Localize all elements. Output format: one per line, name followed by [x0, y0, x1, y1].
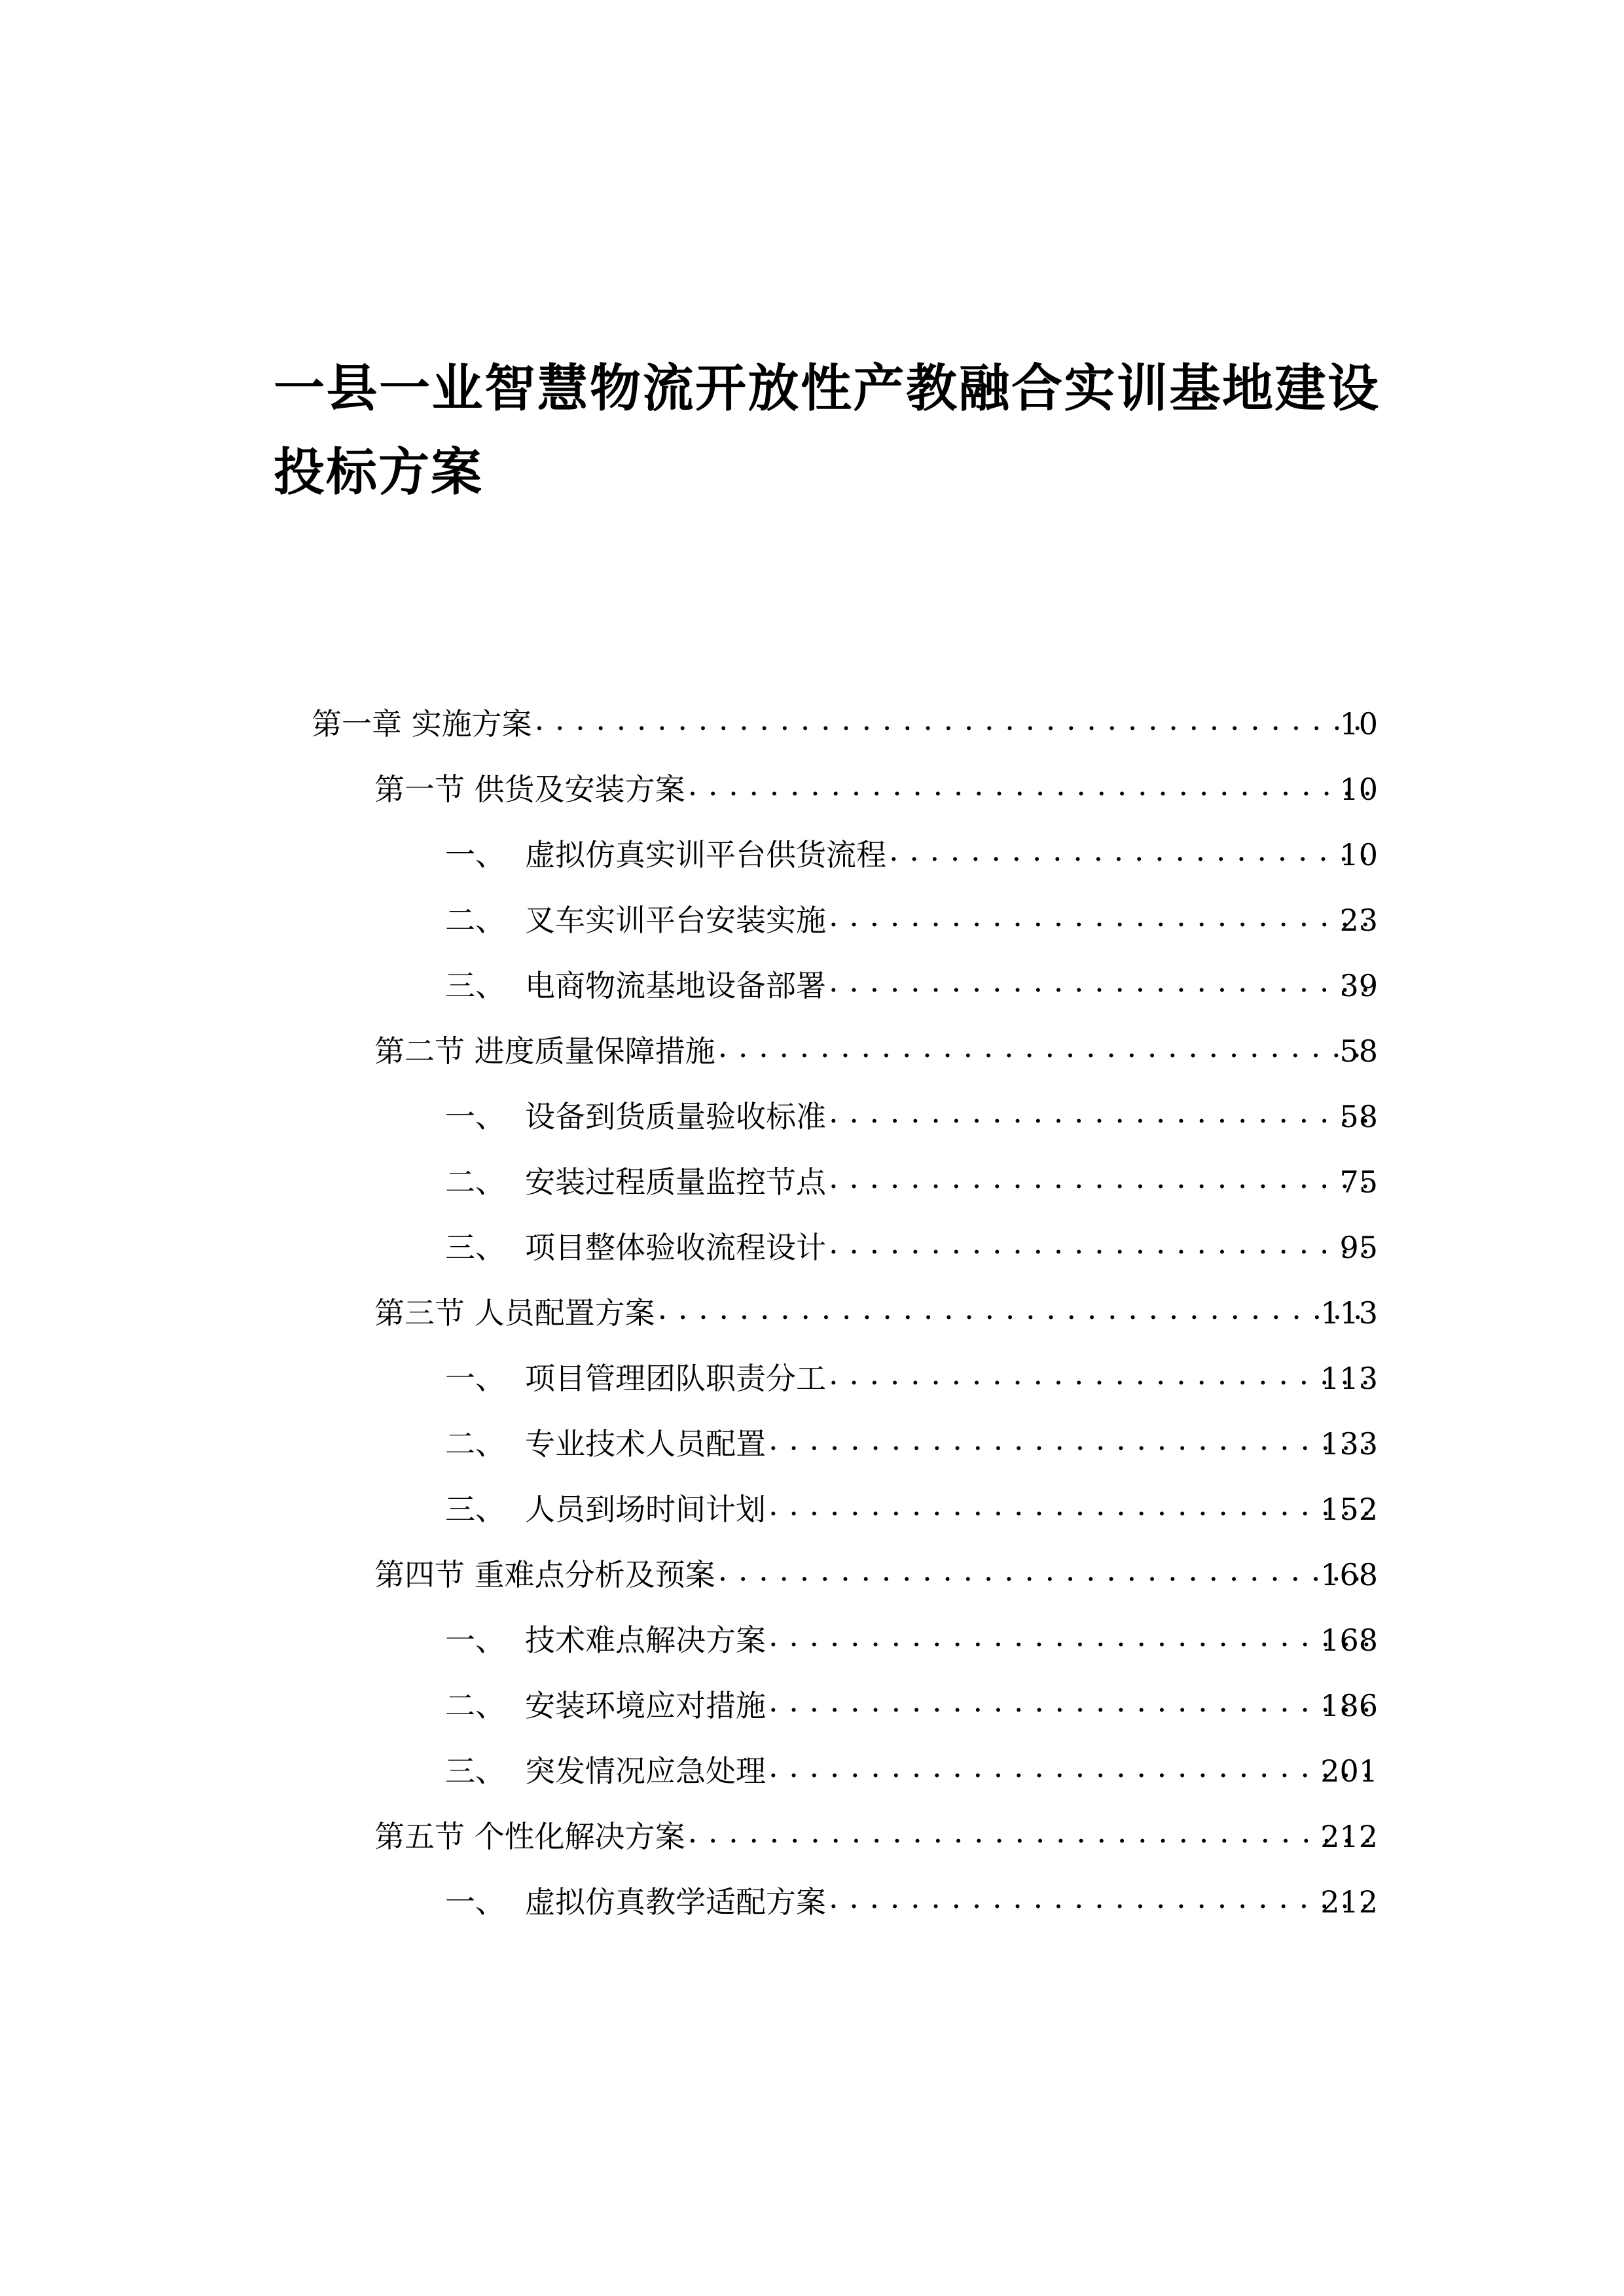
toc-entry[interactable] — [0, 757, 1624, 822]
document-title: 一县一业智慧物流开放性产教融合实训基地建设投标方案 — [274, 359, 1380, 503]
toc-entry[interactable] — [0, 1542, 1624, 1607]
toc-entry-label: 设备到货质量验收标准 — [525, 1099, 826, 1134]
toc-entry-number: 三、 — [445, 1753, 505, 1789]
toc-entry[interactable] — [0, 1607, 1624, 1673]
toc-entry-page-number: 10 — [1339, 772, 1378, 807]
toc-entry-label: 项目管理团队职责分工 — [525, 1361, 826, 1396]
toc-entry[interactable] — [0, 1215, 1624, 1280]
toc-entry[interactable] — [0, 888, 1624, 953]
toc-dot-leader — [688, 1817, 1374, 1847]
toc-entry[interactable] — [0, 1869, 1624, 1935]
toc-entry[interactable] — [0, 1280, 1624, 1346]
toc-entry-label: 技术难点解决方案 — [525, 1623, 766, 1658]
toc-dot-leader — [718, 1555, 1374, 1585]
toc-entry-label: 人员到场时间计划 — [525, 1492, 766, 1527]
toc-entry-number: 三、 — [445, 968, 505, 1003]
toc-entry-label: 安装环境应对措施 — [525, 1688, 766, 1723]
toc-entry-page-number: 75 — [1339, 1164, 1378, 1200]
toc-entry[interactable] — [0, 1673, 1624, 1738]
toc-entry-page-number: 95 — [1339, 1230, 1378, 1265]
toc-entry[interactable] — [0, 1411, 1624, 1477]
toc-entry-number: 一、 — [445, 837, 505, 872]
toc-entry-page-number: 58 — [1339, 1033, 1378, 1069]
toc-entry-label: 第三节 人员配置方案 — [374, 1295, 655, 1331]
toc-entry-page-number: 152 — [1320, 1492, 1378, 1527]
toc-entry[interactable] — [0, 1477, 1624, 1542]
toc-entry-label: 第五节 个性化解决方案 — [374, 1819, 685, 1854]
toc-entry[interactable] — [0, 1738, 1624, 1804]
toc-entry-number: 一、 — [445, 1361, 505, 1396]
toc-entry-label: 项目整体验收流程设计 — [525, 1230, 826, 1265]
toc-entry-number: 三、 — [445, 1230, 505, 1265]
toc-entry[interactable] — [0, 1084, 1624, 1149]
toc-entry-page-number: 133 — [1320, 1426, 1378, 1462]
toc-entry-label: 突发情况应急处理 — [525, 1753, 766, 1789]
toc-entry[interactable] — [0, 1149, 1624, 1215]
toc-entry-page-number: 168 — [1320, 1557, 1378, 1592]
toc-entry-label: 第一章 实施方案 — [312, 706, 532, 742]
toc-entry-page-number: 23 — [1339, 903, 1378, 938]
toc-entry-label: 第四节 重难点分析及预案 — [374, 1557, 715, 1592]
toc-entry-number: 二、 — [445, 1688, 505, 1723]
toc-dot-leader — [688, 770, 1374, 800]
table-of-contents — [0, 691, 1624, 1935]
toc-entry-number: 三、 — [445, 1492, 505, 1527]
toc-entry-number: 一、 — [445, 1623, 505, 1658]
toc-entry[interactable] — [0, 1346, 1624, 1411]
toc-entry-page-number: 39 — [1339, 968, 1378, 1003]
toc-entry-page-number: 168 — [1320, 1623, 1378, 1658]
toc-dot-leader — [535, 704, 1374, 734]
toc-entry[interactable] — [0, 691, 1624, 757]
toc-entry-label: 虚拟仿真教学适配方案 — [525, 1884, 826, 1920]
toc-entry[interactable] — [0, 953, 1624, 1018]
toc-dot-leader — [718, 1031, 1374, 1062]
toc-entry-page-number: 212 — [1320, 1884, 1378, 1920]
toc-entry-number: 二、 — [445, 1164, 505, 1200]
toc-entry-label: 第二节 进度质量保障措施 — [374, 1033, 715, 1069]
toc-entry-page-number: 201 — [1320, 1753, 1378, 1789]
toc-entry-page-number: 212 — [1320, 1819, 1378, 1854]
toc-dot-leader — [658, 1293, 1374, 1323]
toc-entry-page-number: 113 — [1320, 1295, 1378, 1331]
toc-entry-page-number: 186 — [1320, 1688, 1378, 1723]
toc-entry-page-number: 10 — [1339, 706, 1378, 742]
toc-entry-label: 虚拟仿真实训平台供货流程 — [525, 837, 886, 872]
toc-entry-page-number: 113 — [1320, 1361, 1378, 1396]
toc-entry[interactable] — [0, 822, 1624, 888]
toc-entry-label: 安装过程质量监控节点 — [525, 1164, 826, 1200]
toc-entry-label: 电商物流基地设备部署 — [525, 968, 826, 1003]
toc-entry-label: 叉车实训平台安装实施 — [525, 903, 826, 938]
toc-entry-number: 二、 — [445, 1426, 505, 1462]
toc-entry-number: 二、 — [445, 903, 505, 938]
toc-entry-page-number: 10 — [1339, 837, 1378, 872]
toc-entry[interactable] — [0, 1018, 1624, 1084]
toc-entry[interactable] — [0, 1804, 1624, 1869]
toc-entry-number: 一、 — [445, 1099, 505, 1134]
toc-entry-label: 专业技术人员配置 — [525, 1426, 766, 1462]
toc-entry-number: 一、 — [445, 1884, 505, 1920]
toc-entry-page-number: 58 — [1339, 1099, 1378, 1134]
toc-entry-label: 第一节 供货及安装方案 — [374, 772, 685, 807]
